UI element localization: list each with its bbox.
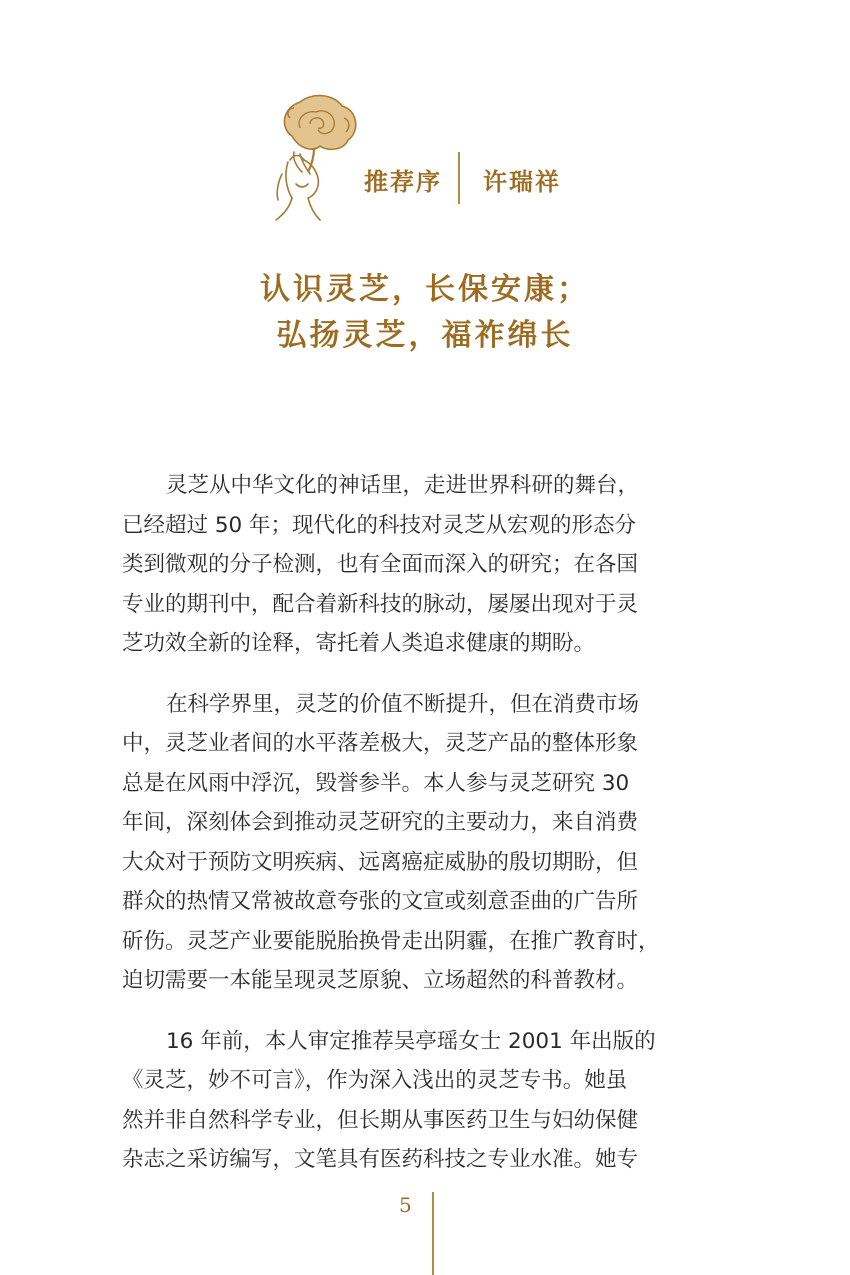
text-line: 中，灵芝业者间的水平落差极大，灵芝产品的整体形象 (122, 731, 639, 756)
text-line: 斫伤。灵芝产业要能脱胎换骨走出阴霾，在推广教育时， (122, 928, 660, 954)
text-line: 芝功效全新的诠释，寄托着人类追求健康的期盼。 (122, 631, 596, 656)
text-line: 大众对于预防文明疾病、远离癌症威胁的殷切期盼，但 (122, 849, 639, 875)
text-line: 已经超过 50 年；现代化的科技对灵芝从宏观的形态分 (122, 512, 637, 538)
paragraph (122, 1022, 710, 1180)
text-line: 灵芝从中华文化的神话里，走进世界科研的舞台， (166, 473, 640, 498)
text-line: 迫切需要一本能呈现灵芝原貌、立场超然的科普教材。 (122, 968, 639, 993)
text-line: 群众的热情又常被故意夸张的文宣或刻意歪曲的广告所 (122, 889, 639, 914)
section-divider (458, 152, 460, 204)
page-number-rule (432, 1192, 434, 1275)
paragraph (122, 466, 710, 664)
text-line: 年间，深刻体会到推动灵芝研究的主要动力，来自消费 (122, 810, 639, 835)
headline-line-1: 认识灵芝，长保安康； (260, 272, 590, 307)
headline-line-2: 弘扬灵芝，福祚绵长 (276, 318, 574, 353)
text-line: 16 年前，本人审定推荐吴亭瑶女士 2001 年出版的 (166, 1028, 656, 1054)
text-line: 类到微观的分子检测，也有全面而深入的研究；在各国 (122, 552, 639, 577)
text-line: 在科学界里，灵芝的价值不断提升，但在消费市场 (166, 691, 640, 717)
text-line: 专业的期刊中，配合着新科技的脉动，屡屡出现对于灵 (122, 591, 639, 617)
text-line: 《灵芝，妙不可言》，作为深入浅出的灵芝专书。她虽 (122, 1068, 628, 1093)
paragraph (122, 685, 710, 1001)
section-label: 推荐序 (364, 168, 442, 196)
text-line: 杂志之采访编写，文笔具有医药科技之专业水准。她专 (122, 1147, 639, 1172)
section-author: 许瑞祥 (483, 168, 561, 196)
page-number: 5 (399, 1193, 412, 1217)
text-line: 总是在风雨中浮沉，毁誉参半。本人参与灵芝研究 30 (122, 770, 630, 796)
lingzhi-hand-icon (262, 88, 362, 223)
body-text (122, 466, 710, 1201)
text-line: 然并非自然科学专业，但长期从事医药卫生与妇幼保健 (122, 1107, 639, 1133)
